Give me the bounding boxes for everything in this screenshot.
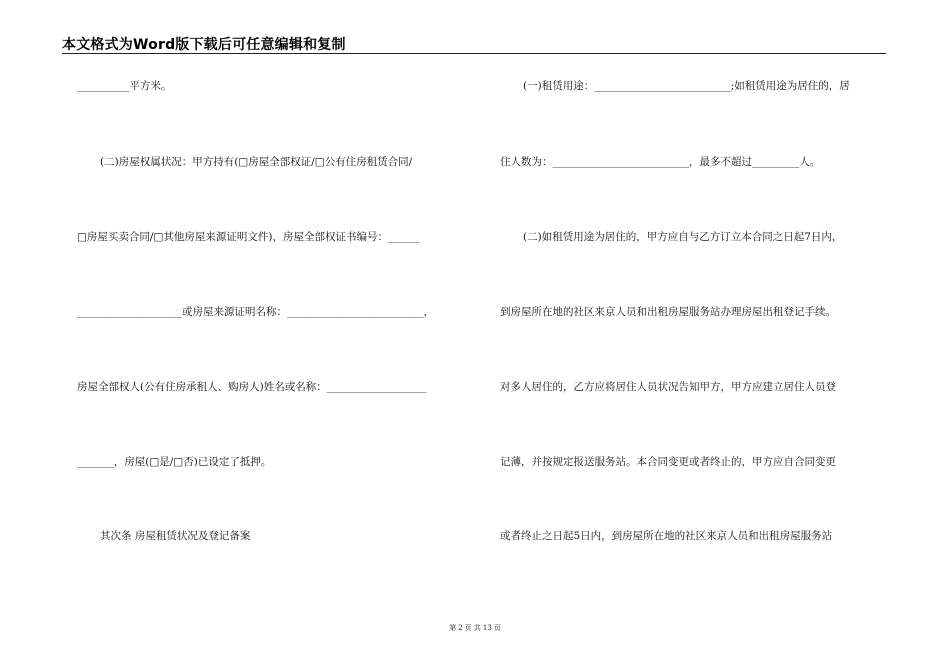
footer-page-mid: 页 共 xyxy=(464,624,481,632)
right-line-7: 或者终止之日起5日内，到房屋所在地的社区来京人员和出租房屋服务站 xyxy=(500,530,833,542)
page-footer xyxy=(0,623,950,633)
left-line-1: __________平方米。 xyxy=(77,80,172,92)
left-line-4: ____________________或房屋来源证明名称：__________________________， xyxy=(77,306,434,318)
footer-total-pages: 13 xyxy=(482,624,492,632)
right-line-2: 住人数为：__________________________，最多不超过_________人。 xyxy=(500,156,821,168)
left-line-5: 房屋全部权人(公有住房承租人、购房人)姓名或名称：___________________ xyxy=(77,381,427,393)
section-heading-article-2: 其次条 房屋租赁状况及登记备案 xyxy=(100,530,251,542)
left-line-6: _______，房屋(□是/□否)已设定了抵押。 xyxy=(77,456,272,468)
right-line-4: 到房屋所在地的社区来京人员和出租房屋服务站办理房屋出租登记手续。 xyxy=(500,306,836,318)
right-line-1: (一)租赁用途：__________________________;如租赁用途为居住的，居 xyxy=(523,80,850,92)
right-line-6: 记薄，并按规定报送服务站。本合同变更或者终止的，甲方应自合同变更 xyxy=(500,456,836,468)
document-header-title: 本文格式为Word版下载后可任意编辑和复制 xyxy=(62,37,346,53)
footer-page-prefix: 第 xyxy=(449,624,457,632)
right-line-5: 对多人居住的，乙方应将居住人员状况告知甲方，甲方应建立居住人员登 xyxy=(500,381,836,393)
left-line-3: □房屋买卖合同/□其他房屋来源证明文件)，房屋全部权证书编号：______ xyxy=(77,231,420,243)
header-divider xyxy=(62,53,886,54)
footer-current-page: 2 xyxy=(458,624,463,632)
footer-page-suffix: 页 xyxy=(493,624,501,632)
left-line-2: (二)房屋权属状况：甲方持有(□房屋全部权证/□公有住房租赁合同/ xyxy=(100,156,413,168)
right-line-3: (二)如租赁用途为居住的，甲方应自与乙方订立本合同之日起7日内， xyxy=(523,231,843,243)
